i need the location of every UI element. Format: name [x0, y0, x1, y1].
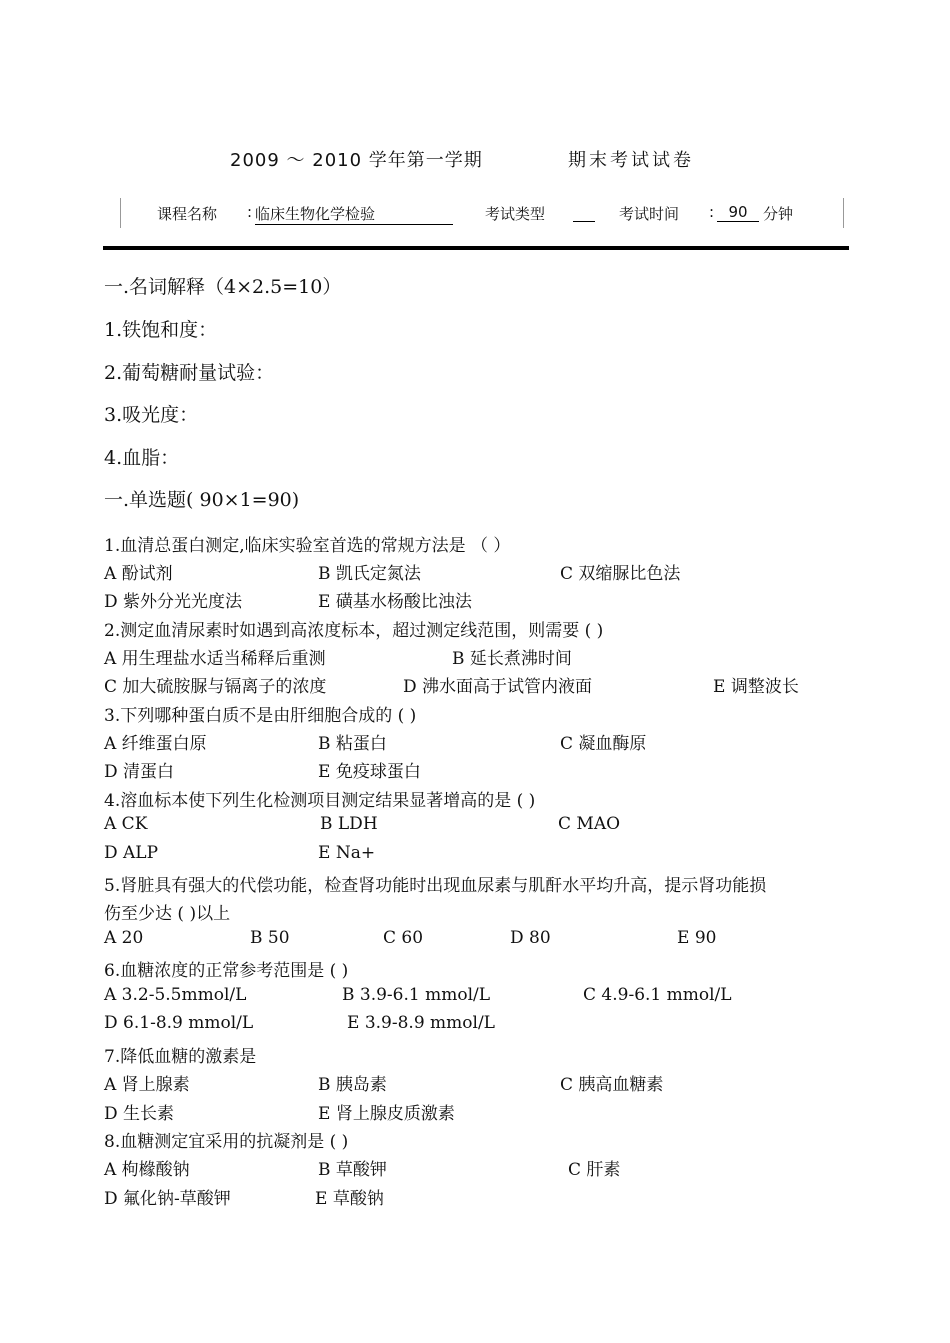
option-a: A CK: [104, 814, 148, 834]
question-stem: 2.测定血清尿素时如遇到高浓度标本，超过测定线范围，则需要 ( ): [104, 621, 604, 641]
exam-time-label: 考试时间: [619, 205, 680, 223]
option-a: A 肾上腺素: [104, 1075, 190, 1095]
option-d: D 氟化钠-草酸钾: [104, 1189, 231, 1209]
header-rule: [103, 246, 849, 250]
option-e: E 磺基水杨酸比浊法: [318, 592, 472, 612]
option-a: A 纤维蛋白原: [104, 734, 207, 754]
exam-info-box: 课程名称 : 临床生物化学检验 考试类型 考试时间 : 90 分钟: [120, 198, 844, 228]
option-d: D 6.1-8.9 mmol/L: [104, 1013, 254, 1033]
option-e: E 草酸钠: [315, 1189, 384, 1209]
option-c: C 双缩脲比色法: [560, 564, 681, 584]
question-stem: 7.降低血糖的激素是: [104, 1047, 257, 1067]
option-a: A 酚试剂: [104, 564, 173, 584]
exam-time-unit: 分钟: [763, 205, 794, 223]
option-e: E 肾上腺皮质激素: [318, 1104, 455, 1124]
definition-item: 1.铁饱和度：: [104, 319, 218, 341]
exam-title-term: 2009 ～ 2010 学年第一学期: [230, 150, 483, 171]
option-c: C 4.9-6.1 mmol/L: [583, 985, 732, 1005]
exam-title: [0, 146, 950, 174]
exam-title-type: 期末考试试卷: [568, 150, 694, 171]
option-c: C 60: [383, 928, 424, 948]
option-c: C 凝血酶原: [560, 734, 647, 754]
question-stem-continued: 伤至少达 ( )以上: [104, 904, 231, 924]
exam-time-value: 90: [717, 203, 759, 222]
option-b: B LDH: [320, 814, 378, 834]
option-d: D 80: [510, 928, 551, 948]
exam-type-value: [573, 203, 595, 222]
section-heading-single-choice: 一.单选题( 90×1=90): [104, 489, 300, 511]
option-c: C MAO: [558, 814, 621, 834]
option-e: E 3.9-8.9 mmol/L: [347, 1013, 495, 1033]
option-d: D 紫外分光光度法: [104, 592, 243, 612]
option-b: B 凯氏定氮法: [318, 564, 421, 584]
option-a: A 枸橼酸钠: [104, 1160, 190, 1180]
option-b: B 50: [250, 928, 290, 948]
question-stem: 3.下列哪种蛋白质不是由肝细胞合成的 ( ): [104, 706, 417, 726]
option-e: E 调整波长: [713, 677, 799, 697]
option-e: E 免疫球蛋白: [318, 762, 421, 782]
option-a: A 用生理盐水适当稀释后重测: [104, 649, 326, 669]
question-stem: 1.血清总蛋白测定,临床实验室首选的常规方法是 （ ）: [104, 536, 511, 556]
option-a: A 3.2-5.5mmol/L: [104, 985, 247, 1005]
option-b: B 延长煮沸时间: [452, 649, 572, 669]
option-b: B 粘蛋白: [318, 734, 387, 754]
section-heading-definitions: 一.名词解释（4×2.5=10）: [104, 276, 342, 298]
option-c: C 加大硫胺脲与镉离子的浓度: [104, 677, 327, 697]
option-c: C 肝素: [568, 1160, 621, 1180]
question-stem: 5.肾脏具有强大的代偿功能，检查肾功能时出现血尿素与肌酐水平均升高，提示肾功能损: [104, 876, 767, 896]
option-a: A 20: [104, 928, 144, 948]
option-e: E 90: [677, 928, 717, 948]
option-e: E Na+: [318, 843, 376, 863]
question-stem: 8.血糖测定宜采用的抗凝剂是 ( ): [104, 1132, 349, 1152]
option-d: D ALP: [104, 843, 159, 863]
course-value: 临床生物化学检验: [255, 203, 453, 225]
definition-item: 2.葡萄糖耐量试验：: [104, 362, 275, 384]
option-b: B 草酸钾: [318, 1160, 387, 1180]
option-b: B 胰岛素: [318, 1075, 387, 1095]
question-stem: 4.溶血标本使下列生化检测项目测定结果显著增高的是 ( ): [104, 791, 536, 811]
course-label: 课程名称: [157, 205, 218, 223]
option-d: D 生长素: [104, 1104, 175, 1124]
question-stem: 6.血糖浓度的正常参考范围是 ( ): [104, 961, 349, 981]
option-b: B 3.9-6.1 mmol/L: [342, 985, 491, 1005]
definition-item: 4.血脂：: [104, 447, 180, 469]
exam-type-label: 考试类型: [485, 205, 546, 223]
option-c: C 胰高血糖素: [560, 1075, 664, 1095]
definition-item: 3.吸光度：: [104, 404, 199, 426]
option-d: D 清蛋白: [104, 762, 175, 782]
option-d: D 沸水面高于试管内液面: [403, 677, 593, 697]
